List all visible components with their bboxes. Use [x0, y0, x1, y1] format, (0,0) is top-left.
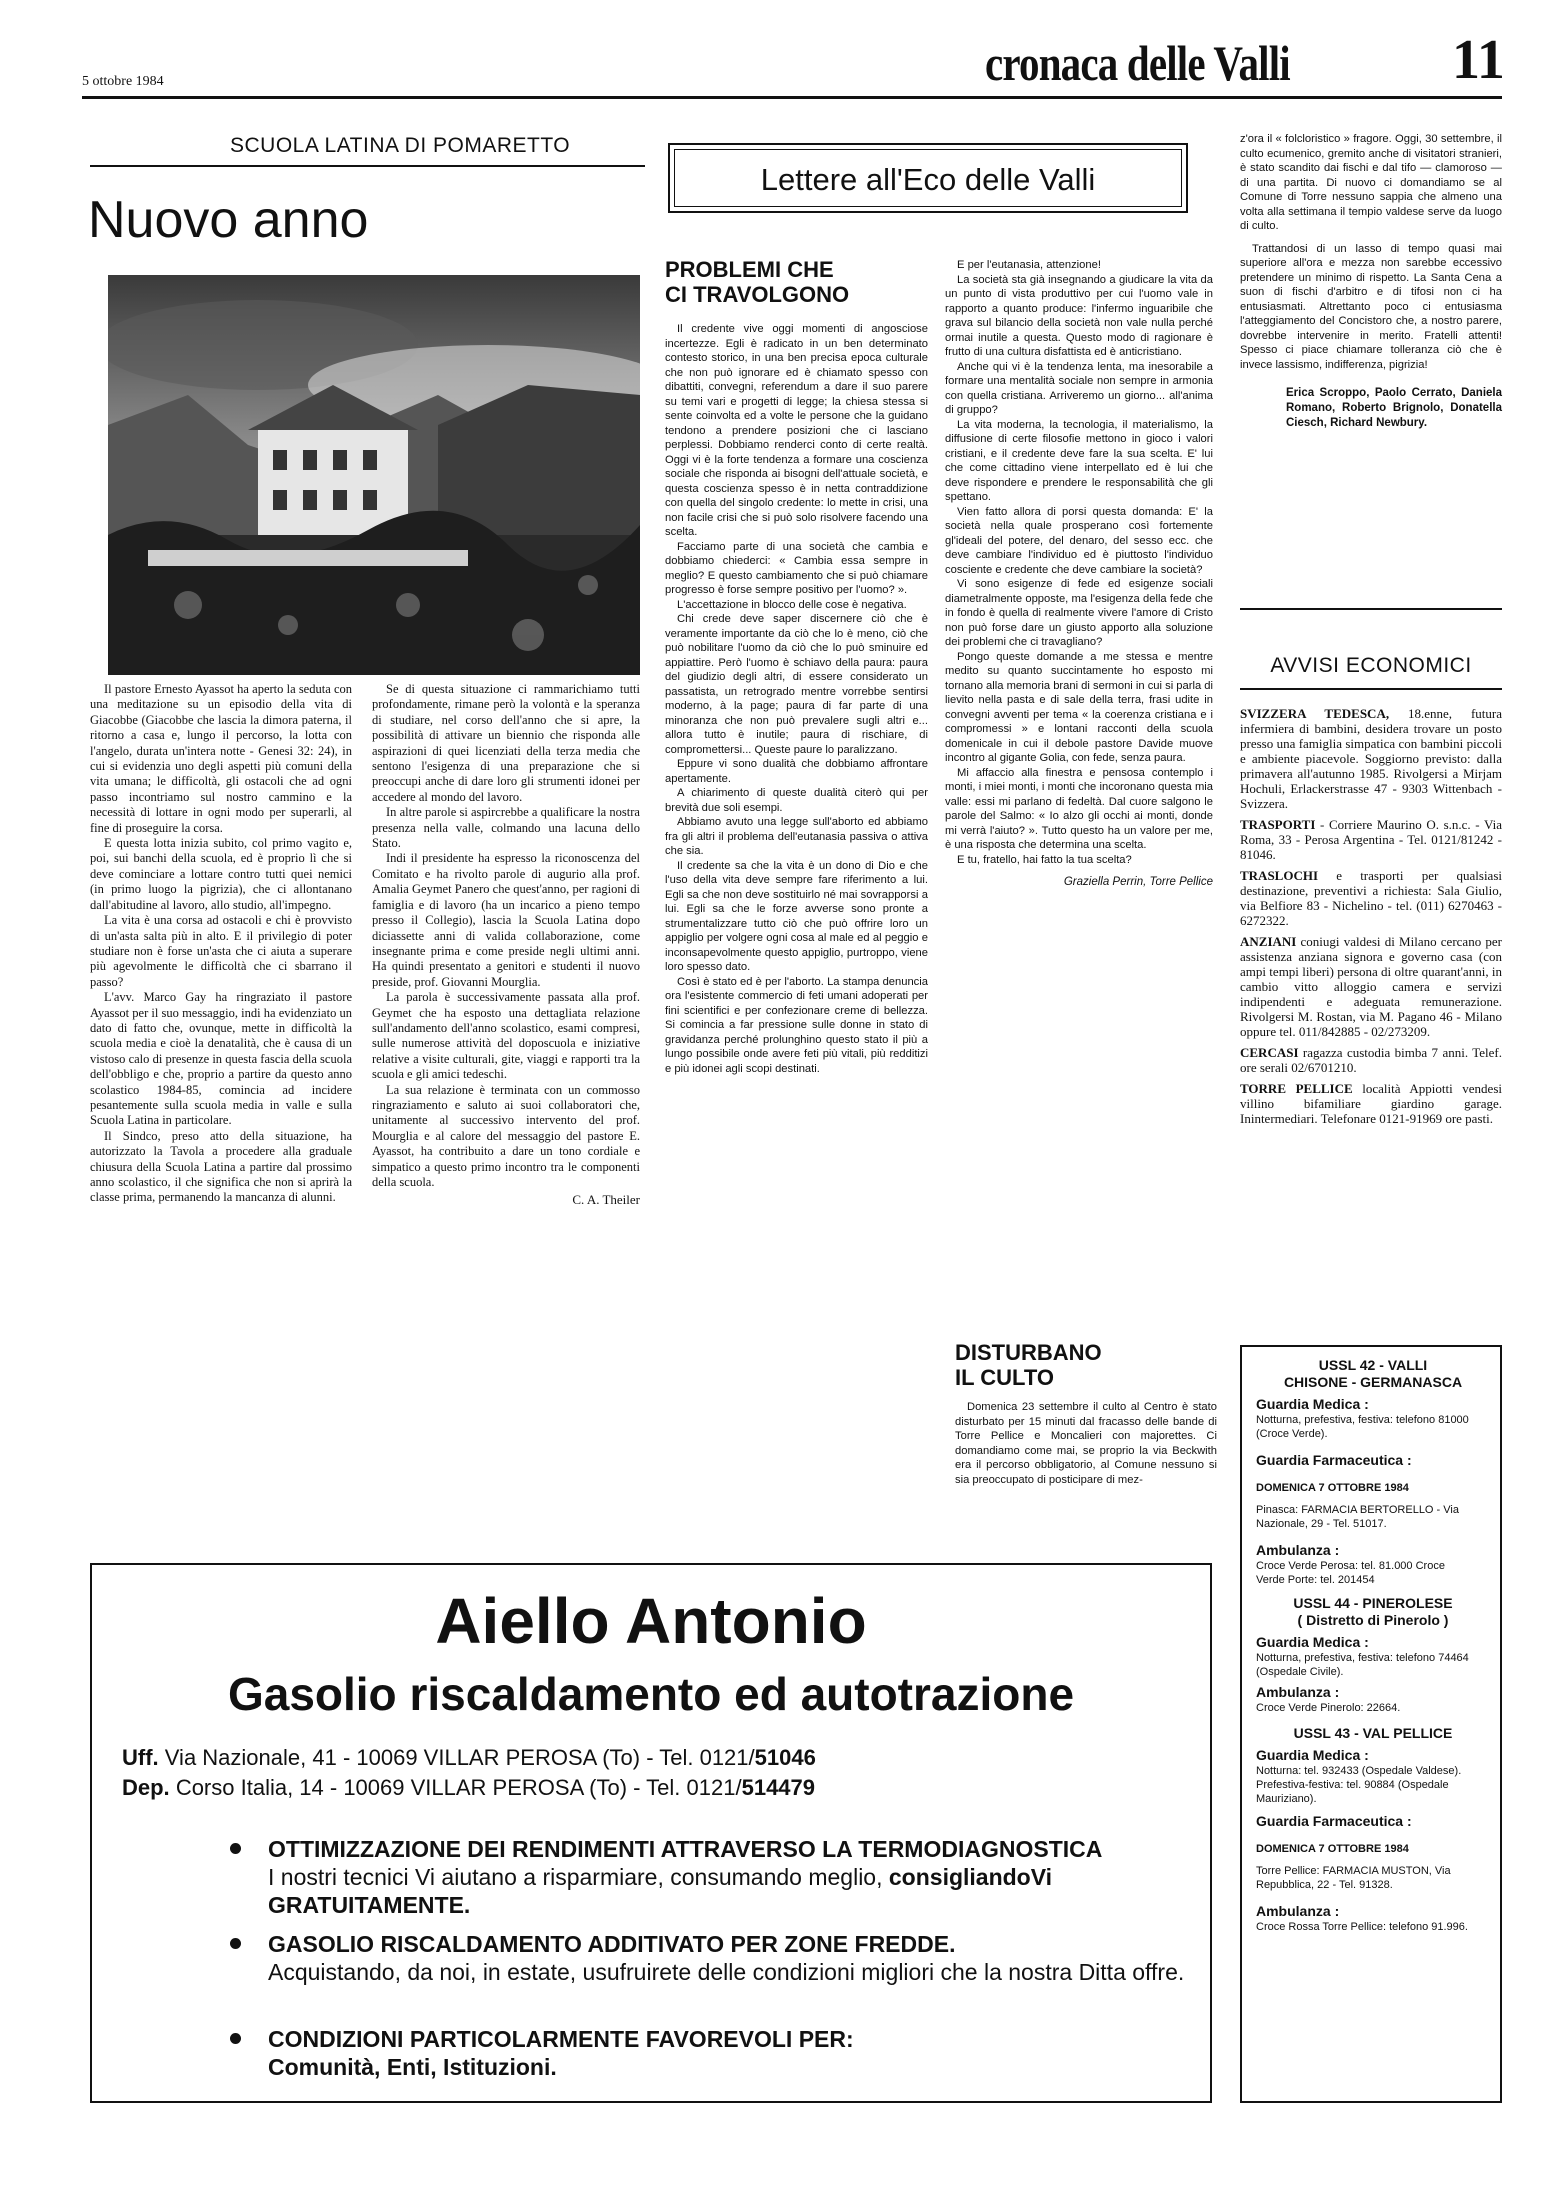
article-paragraph: Se di questa situazione ci rammarichiamo tutti profondamente, rimane però la volontà e la speranza di studiare, nel corso dell'anno che si apre, la possibilità di attivare un biennio che risponda alle aspirazioni di quei licenziati della terza media che sentono l'esigenza di una preparazione che si preoccupi anche di dare loro gli strumenti idonei per accedere al mondo del lavoro.: [372, 682, 640, 804]
article-paragraph: Il Sindco, preso atto della situazione, ha autorizzato la Tavola a procedere alla graduale chiusura della Scuola Latina a partire dal prossimo anno scolastico, il che significa che non si aprirà la classe prima, permanendo la mancanza di alunni.: [90, 1128, 352, 1205]
ussl43-farmacia: Torre Pellice: FARMACIA MUSTON, Via Repubblica, 22 - Tel. 91328.: [1256, 1865, 1451, 1891]
ussl43-gf-label: Guardia Farmaceutica :: [1256, 1813, 1412, 1829]
bullet-icon: [230, 1843, 241, 1854]
ussl42-gf-label: Guardia Farmaceutica :: [1256, 1452, 1412, 1468]
ussl42-date: DOMENICA 7 OTTOBRE 1984: [1256, 1482, 1409, 1494]
letters-title: Lettere all'Eco delle Valli: [760, 162, 1096, 197]
letter-paragraph: Pongo queste domande a me stessa e mentre medito su quanto succintamente ho esposto mi tornano alla memoria brani di sermoni in cui si parla di lievito nella pasta e di sale della terra, frasi udite in convegni avventi per tema « la coerenza cristiana e i compromessi » e lontani racconti della scuola domenicale in cui il debole pastore Davide muove incontro al gigante Golia, con fede, senza paura.: [945, 650, 1214, 764]
ussl44-title: USSL 44 - PINEROLESE: [1293, 1595, 1453, 1611]
bullet-icon: [230, 2033, 241, 2044]
article-signature: C. A. Theiler: [572, 1192, 640, 1208]
letter-paragraph: E per l'eutanasia, attenzione!: [957, 259, 1101, 271]
letter-paragraph: Facciamo parte di una società che cambia e dobbiamo chiederci: « Cambia essa sempre in meglio? E questo cambiamento che si può chiamare progresso è forse sempre positivo per l'uomo? ».: [665, 540, 928, 596]
ussl43-date: DOMENICA 7 OTTOBRE 1984: [1256, 1843, 1409, 1855]
ussl42-gm-text: Notturna, prefestiva, festiva: telefono 81000 (Croce Verde).: [1256, 1414, 1469, 1440]
ad-bullet: CONDIZIONI PARTICOLARMENTE FAVOREVOLI PER: Comunità, Enti, Istituzioni.: [230, 2025, 1230, 2081]
masthead: cronaca delle Valli: [985, 35, 1290, 91]
school-photo: [108, 275, 640, 675]
letter-paragraph: La società sta già insegnando a giudicare la vita da un punto di vista produttivo per cui l'uomo vale in rapporto a quanto produce: l'infermo inguaribile che grava sul bilancio della società non vale nulla perché ormai inutile a questa. Questo modo di ragionare è frutto di una cultura disfattista ed è anticristiano.: [945, 273, 1213, 358]
letter2-title: DISTURBANO IL CULTO: [955, 1340, 1102, 1390]
ad-depot-line: Dep. Corso Italia, 14 - 10069 VILLAR PEROSA (To) - Tel. 0121/514479: [122, 1775, 816, 1800]
letter1-col-2: [945, 258, 1213, 890]
ussl43-gm-text: Notturna: tel. 932433 (Ospedale Valdese). Prefestiva-festiva: tel. 90884 (Ospedale Mauriziano).: [1256, 1765, 1462, 1805]
article-col-2: [372, 682, 640, 1208]
article-paragraph: Il pastore Ernesto Ayassot ha aperto la seduta con una meditazione su un episodio della vita di Giacobbe (Giacobbe che lascia la dimora paterna, il ritorno a casa e, lungo il percorso, la lotta con l'angelo, durata un'intera notte - Genesi 32: 24), in cui si evidenzia uno degli aspetti più comuni della vita umana; le difficoltà, gli ostacoli che ad ogni passo incontriamo sul nostro cammino e la necessità di lottare in ogni modo per superarli, al fine di proseguire la corsa.: [90, 682, 352, 835]
letters-title-box: [668, 143, 1188, 213]
letter-paragraph: Così è stato ed è per l'aborto. La stampa denuncia ora l'esistente commercio di feti umani adoperati per fini scientifici e per confezionare creme di bellezza. Si comincia a far pressione sulle donne in stato di gravidanza perché prolunghino questo stato il più a lungo possibile onde avere feti più vitali, più redditizi e più idonei agli scopi destinati.: [665, 975, 928, 1075]
article-kicker: SCUOLA LATINA DI POMARETTO: [230, 134, 571, 157]
ussl42-gm-label: Guardia Medica :: [1256, 1396, 1369, 1412]
avvisi-top-rule: [1240, 608, 1502, 610]
classified-ad: ANZIANI coniugi valdesi di Milano cercano per assistenza anziana signora e governo casa (con ampi tempi liberi) persona di oltre quarant'anni, in cambio vitto alloggio camera e servizi indipendenti e adeguata remunerazione. Rivolgersi M. Rostan, via M. Pagano 46 - Milano oppure tel. 011/842885 - 02/273209.: [1240, 934, 1502, 1039]
letter1-col-1: [665, 322, 928, 1076]
ussl44-gm-label: Guardia Medica :: [1256, 1634, 1369, 1650]
avvisi-list: [1240, 706, 1502, 1132]
article-paragraph: La sua relazione è terminata con un commosso ringraziamento e saluto ai suoi collaboratori che, unitamente al successivo intervento del prof. Mourglia e al calore del messaggio del pastore E. Ayassot, ha contribuito a dare un tono cordiale e simpatico a questo primo incontro tra le componenti della scuola.: [372, 1082, 640, 1189]
ussl42-subtitle: CHISONE - GERMANASCA: [1283, 1374, 1463, 1390]
ad-bullet: OTTIMIZZAZIONE DEI RENDIMENTI ATTRAVERSO LA TERMODIAGNOSTICA I nostri tecnici Vi aiutano a risparmiare, consumando meglio, consigliandoVi GRATUITAMENTE.: [230, 1835, 1230, 1919]
avvisi-title: AVVISI ECONOMICI: [1270, 654, 1472, 677]
ad-tagline: Gasolio riscaldamento ed autotrazione: [227, 1668, 1075, 1720]
page-number: 11: [1452, 29, 1505, 91]
ussl-box: [1240, 1345, 1502, 2103]
letter-paragraph: L'accettazione in blocco delle cose è negativa.: [677, 598, 907, 611]
bullet-icon: [230, 1938, 241, 1949]
letter-paragraph: Chi crede deve saper discernere ciò che è veramente importante da ciò che lo è meno, ciò che può nobilitare l'uomo da ciò che lo può sminuire ed appiattire. Però l'uomo è schiavo della paura: paura del giudizio degli altri, di essere considerato un passatista, un retrogrado mentre vorrebbe sentirsi moderno, à la page; paura di far parte di una minoranza che non può prevalere sugli altri e... allora tutto è inutile; paura di rischiare, di compromettersi... Queste paure lo paralizzano.: [665, 613, 928, 756]
letter-paragraph: Eppure vi sono dualità che dobbiamo affrontare apertamente.: [665, 758, 928, 785]
letter-paragraph: Il credente sa che la vita è un dono di Dio e che l'uso della vita deve sempre fare riferimento a lui. Egli sa che non deve sostituirlo né mai sovrapporsi a lui. Egli sa che le forze avverse sono pronte a strumentalizzare tutto ciò che può offrire loro un appiglio per volgere ogni cosa al male ed al peggio e inconsapevolmente questo appiglio, purtroppo, viene loro spesso dato.: [665, 859, 928, 973]
letter-paragraph: Abbiamo avuto una legge sull'aborto ed abbiamo fra gli altri il problema dell'eutanasia passiva o attiva che sia.: [665, 816, 928, 857]
ussl43-gm-label: Guardia Medica :: [1256, 1747, 1369, 1763]
letter-paragraph: E tu, fratello, hai fatto la tua scelta?: [957, 853, 1132, 866]
ussl44-amb-label: Ambulanza :: [1256, 1684, 1340, 1700]
article-paragraph: E questa lotta inizia subito, col primo vagito e, poi, sui banchi della scuola, ed è proprio lì che si deve cominciare a lottare contro tutti quei nemici (in primo luogo la pigrizia), che ci allontanano dall'abitudine al lavoro, allo studio, all'impegno.: [90, 836, 352, 912]
ussl44-subtitle: ( Distretto di Pinerolo ): [1297, 1612, 1449, 1628]
letter1-signature: Graziella Perrin, Torre Pellice: [1063, 876, 1213, 888]
article-paragraph: Indi il presidente ha espresso la riconoscenza del Comitato e ha rivolto parole di augurio alla prof. Amalia Geymet Panero che quest'anno, per ragioni di famiglia e di lavoro (ha un incarico a pieno tempo presso il Collegio), lascia la Scuola Latina dopo diciassette anni di valida collaborazione, come insegnante prima e come preside negli ultimi anni. Ha quindi presentato a genitori e studenti il nuovo preside, prof. Giovanni Mourglia.: [372, 851, 640, 989]
ussl44-amb-text: Croce Verde Pinerolo: 22664.: [1256, 1702, 1401, 1714]
letter-paragraph: Anche qui vi è la tendenza lenta, ma inesorabile a formare una mentalità sociale non sempre in armonia con quella cristiana. Arriveremo un giorno... all'anima di gruppo?: [945, 360, 1213, 416]
article-paragraph: L'avv. Marco Gay ha ringraziato il pastore Ayassot per il suo messaggio, indi ha evidenziato un dato di fatto che, ovunque, mette in difficoltà la scuola media e cioè la denatalità, che è causa di un vistoso calo di presenze in questa fascia della scuola dell'obbligo e che, proprio a partire da questo anno scolastico 1984-85, comincia ad incidere pesantemente sulla scuola media in valle e sulla Scuola Latina in particolare.: [90, 990, 352, 1128]
ussl42-amb-label: Ambulanza :: [1256, 1542, 1340, 1558]
classified-ad: TRASLOCHI e trasporti per qualsiasi destinazione, preventivi a richiesta: Sala Giulio, via Belfiore 83 - Nichelino - tel. (011) 6270463 - 6272322.: [1240, 868, 1502, 928]
issue-date: 5 ottobre 1984: [82, 74, 164, 89]
ussl43-amb-text: Croce Rossa Torre Pellice: telefono 91.996.: [1256, 1921, 1468, 1933]
letter1-title: PROBLEMI CHE CI TRAVOLGONO: [665, 257, 850, 307]
ussl44-gm-text: Notturna, prefestiva, festiva: telefono 74464 (Ospedale Civile).: [1256, 1652, 1469, 1678]
ussl42-amb-text: Croce Verde Perosa: tel. 81.000 Croce Verde Porte: tel. 201454: [1256, 1560, 1445, 1586]
ad-company-name: Aiello Antonio: [435, 1585, 867, 1657]
article-paragraph: La vita è una corsa ad ostacoli e chi è provvisto di un'asta salta più in alto. E il privilegio di poter studiare non è forse un'asta che ci aiuta a superare più agevolmente le difficoltà che ci sbarrano il passo?: [90, 913, 352, 989]
classified-ad: TRASPORTI - Corriere Maurino O. s.n.c. - Via Roma, 33 - Perosa Argentina - Tel. 0121/81242 - 81046.: [1240, 817, 1502, 862]
classified-ad: CERCASI ragazza custodia bimba 7 anni. Telef. ore serali 02/6701210.: [1240, 1045, 1502, 1075]
avvisi-title-rule: [1240, 688, 1502, 690]
letter-paragraph: A chiarimento di queste dualità citerò qui per brevità due soli esempi.: [665, 787, 928, 814]
right-col-text: [1240, 132, 1502, 431]
letter-paragraph: Vi sono esigenze di fede ed esigenze sociali diametralmente opposte, ma l'esigenza della fede che in fondo è quella di realmente vivere l'amore di Cristo non può forse dare un giusto apporto alla soluzione dei problemi che ci travagliano?: [945, 578, 1213, 648]
letter2-text: Domenica 23 settembre il culto al Centro è stato disturbato per 15 minuti dal fracasso delle bande di Torre Pellice e Moncalieri con majorettes. Ci domandiamo come mai, se proprio la via Beckwith era il percorso obbligatorio, al Comune nessuno si sia preoccupato di posticipare di mez-: [955, 1401, 1217, 1486]
ussl43-amb-label: Ambulanza :: [1256, 1903, 1340, 1919]
article-paragraph: In altre parole si aspircrebbe a qualificare la nostra presenza nella valle, colmando una lacuna dello Stato.: [372, 805, 640, 851]
letter-paragraph: Mi affaccio alla finestra e pensosa contemplo i monti, i miei monti, i monti che incoronano questa mia valle: essi mi parlano di fedeltà. Dal cuore salgono le parole del Salmo: « Io alzo gli occhi ai monti, donde mi verrà l'aiuto? ». Tutto questo ha un valore per me, è una risposta che determina una scelta.: [945, 766, 1213, 851]
header-rule: [82, 96, 1502, 99]
article-col-1: [90, 682, 352, 1206]
school-photo-illustration: [108, 275, 640, 675]
classified-ad: TORRE PELLICE località Appiotti vendesi villino bifamiliare giardino garage. Inintermediari. Telefonare 0121-91969 ore pasti.: [1240, 1081, 1502, 1126]
article-title: Nuovo anno: [88, 191, 369, 249]
ussl42-farmacia: Pinasca: FARMACIA BERTORELLO - Via Nazionale, 29 - Tel. 51017.: [1256, 1504, 1459, 1530]
ad-office-line: Uff. Via Nazionale, 41 - 10069 VILLAR PEROSA (To) - Tel. 0121/51046: [122, 1745, 816, 1770]
right-col-signature: Erica Scroppo, Paolo Cerrato, Daniela Romano, Roberto Brignolo, Donatella Ciesch, Richard Newbury.: [1286, 387, 1502, 429]
letter-paragraph: Il credente vive oggi momenti di angosciose incertezze. Egli è radicato in un ben determinato contesto storico, in una ben precisa epoca culturale che non può ignorare ed è chiamato spesso con dibattiti, convegni, referendum a dare il suo parere su temi vari e progetti di legge; la chiesa stessa si sente coinvolta ed a volte le persone che la guidano tendono a prendere posizioni che ci lasciano perplessi. Dobbiamo renderci conto di certe realtà. Oggi vi è la forte tendenza a formare una coscienza sociale che risponda ai bisogni dell'attuale società, e questa coscienza spesso è in netta contraddizione con quella del singolo credente: lo mette in crisi, una non facile crisi che si può solo risolvere facendo una scelta.: [665, 323, 928, 538]
classified-ad: SVIZZERA TEDESCA, 18.enne, futura infermiera di bambini, desidera trovare un posto presso una famiglia simpatica con bambini piccoli e ambiente piacevole. Soggiorno previsto: dalla primavera all'autunno 1985. Rivolgersi a Mirjam Hochuli, Erlackerstrasse 47 - 9303 Wittenbach - Svizzera.: [1240, 706, 1502, 811]
letter-paragraph: z'ora il « folcloristico » fragore. Oggi, 30 settembre, il culto ecumenico, gremito anche di visitatori stranieri, è stato scandito dai fischi e dal tifo — clamoroso — di una partita. Di nuovo ci domandiamo se al Comune di Torre nessuno sappia che almeno una volta alla settimana il tempio valdese serve da luogo di culto.: [1240, 133, 1502, 232]
advertisement-box: [90, 1563, 1212, 2103]
ussl43-title: USSL 43 - VAL PELLICE: [1293, 1725, 1453, 1741]
ad-bullet: GASOLIO RISCALDAMENTO ADDITIVATO PER ZONE FREDDE. Acquistando, da noi, in estate, usufruirete delle condizioni migliori che la nostra Ditta offre.: [230, 1930, 1230, 1986]
letter-paragraph: Vien fatto allora di porsi questa domanda: E' la società nella quale prosperano così fortemente gl'ideali del potere, del denaro, del sesso ecc. che deve cambiare l'individuo ed è piuttosto l'individuo cosciente e credente che deve cambiare la società?: [945, 505, 1213, 576]
letter-paragraph: Trattandosi di un lasso di tempo quasi mai superiore all'ora e mezza non sarebbe eccessivo pretendere un minimo di rispetto. La Santa Cena a suon di fischi d'arbitro e di tifosi non ci ha entusiasmati. Altrettanto poco ci entusiasma l'atteggiamento del Concistoro che, a nostro parere, dovrebbe intervenire in merito. Fratelli attenti! Spesso ci piace chiamare tolleranza ciò che è invece lassismo, indifferenza, pigrizia!: [1240, 242, 1502, 371]
ussl42-title: USSL 42 - VALLI: [1318, 1357, 1428, 1373]
kicker-rule: [90, 165, 645, 167]
letter-paragraph: La vita moderna, la tecnologia, il materialismo, la diffusione di certe filosofie mettono in gioco i valori cristiani, e il credente deve fare la sua scelta. E' lui che come cittadino viene interpellato ed è lui che deve rispondere e prendere le responsabilità che gli spettano.: [945, 418, 1213, 503]
article-paragraph: La parola è successivamente passata alla prof. Geymet che ha esposto una dettagliata relazione sull'andamento dell'anno scolastico, esami compresi, sulle numerose attività del doposcuola e iniziative relative a visite culturali, gite, viaggi e rapporti tra la scuola e gli amici tedeschi.: [372, 990, 640, 1082]
